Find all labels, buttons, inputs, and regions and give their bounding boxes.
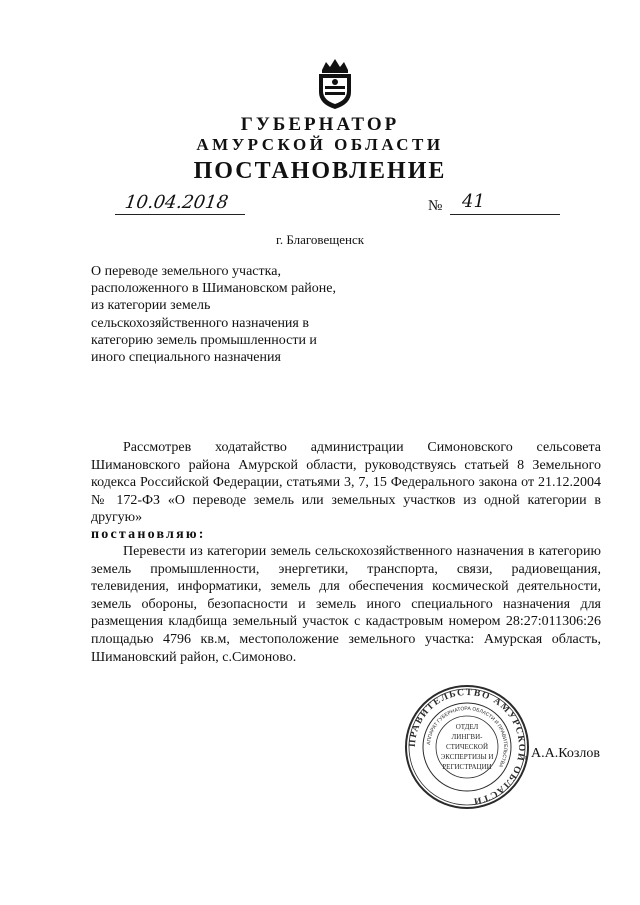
stamp-center-line: ЛИНГВИ- [451,733,483,741]
document-type-title: ПОСТАНОВЛЕНИЕ [193,158,447,184]
stamp-center-line: СТИЧЕСКОЙ [445,743,489,751]
resolution-paragraph: Перевести из категории земель сельскохозяйственного назначения в категорию земель промышленности, энергетики, транспорта, связи, радиовещания, телевидения, информатики, земель для обеспечения космической деятельности, земель обороны, безопасности и земель иного специального назначения для размещения кладбища земельный участок с кадастровым номером 28:27:011306:26 площадью 4796 кв.м, местоположение земельного участка: Амурская область, Шимановский район, с.Симоново. [91,544,601,665]
resolves-heading: постановляю: [91,527,206,542]
stamp-center-line: ЭКСПЕРТИЗЫ И [440,753,494,761]
city-line: г. Благовещенск [275,232,365,247]
stamp-center-line: РЕГИСТРАЦИИ [442,763,492,771]
handwritten-number: 41 [462,191,485,212]
coat-of-arms-emblem [314,56,356,110]
stamp-outer-text: ПРАВИТЕЛЬСТВО АМУРСКОЙ ОБЛАСТИ [407,687,527,806]
number-label: № [428,198,443,214]
region-title: АМУРСКОЙ ОБЛАСТИ [196,135,444,154]
handwritten-date: 10.04.2018 [123,192,230,213]
document-subject: О переводе земельного участка, расположенного в Шимановском районе, из категории земель сельскохозяйственного назначения в категорию земель промышленности и иного специального назначения [91,264,336,366]
stamp-center-line: ОТДЕЛ [455,723,479,731]
preamble-paragraph: Рассмотрев ходатайство администрации Симоновского сельсовета Шимановского района Амурской области, руководствуясь статьей 8 Земельного кодекса Российской Федерации, статьями 3, 7, 15 Федерального закона от 21.12.2004 № 172-ФЗ «О переводе земель или земельных участков из одной категории в другую» [91,440,601,526]
official-stamp [403,683,531,811]
stamp-inner-text: АППАРАТ ГУБЕРНАТОРА ОБЛАСТИ И ПРАВИТЕЛЬСТВА [426,705,509,769]
signatory-name: А.А.Козлов [531,746,600,761]
governor-title: ГУБЕРНАТОР [240,114,400,135]
